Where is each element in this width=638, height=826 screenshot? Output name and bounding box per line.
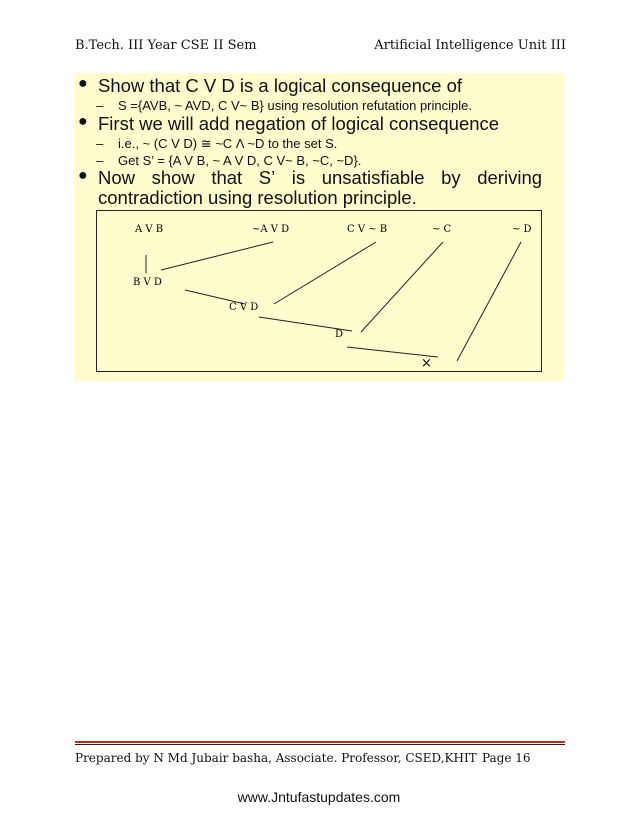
resolution-tree-svg: [97, 211, 543, 373]
footer-author: Prepared by N Md Jubair basha, Associate. Professor, CSED,KHIT: [75, 751, 477, 765]
footer-page-number: Page 16: [482, 751, 531, 765]
bullet-dot-icon: ●: [78, 167, 88, 184]
bullet-1-text: Show that C V D is a logical consequence of: [98, 75, 463, 96]
footer-website: www.Jntufastupdates.com: [237, 789, 401, 805]
word: deriving: [477, 167, 543, 188]
word: show: [151, 167, 195, 188]
bullet-2-sub-1-text: i.e., ~ (C V D) ≅ ~C Λ ~D to the set S.: [118, 136, 338, 151]
bullet-dot-icon: ●: [78, 75, 88, 92]
bullet-3-line-2-text: contradiction using resolution principle.: [98, 187, 417, 208]
word: unsatisfiable: [321, 167, 425, 188]
tree-node-nd: ~ D: [512, 224, 532, 235]
dash-icon: –: [96, 153, 104, 168]
resolution-tree: [96, 210, 542, 372]
tree-node-navd: ~A V D: [252, 224, 290, 235]
edge-nd-contradiction: [457, 242, 521, 361]
tree-node-avb: A V B: [135, 224, 164, 235]
word: Now: [98, 167, 136, 188]
edge-cvnb-cvd: [274, 242, 376, 304]
edge-navd-bvd: [161, 242, 273, 270]
bullet-2-text: First we will add negation of logical consequence: [98, 113, 500, 134]
footer-rule-dark: [75, 744, 565, 745]
bullet-3-line-1: [98, 167, 542, 189]
bullet-1-sub-1-text: S ={AVB, ~ AVD, C V~ B} using resolution refutation principle.: [118, 98, 472, 113]
word: by: [441, 167, 461, 188]
tree-node-cvd: C V D: [229, 302, 259, 313]
dash-icon: –: [96, 98, 104, 113]
word: that: [211, 167, 243, 188]
slide-panel: [74, 73, 564, 381]
word: is: [291, 167, 306, 188]
tree-node-nc: ~ C: [432, 224, 452, 235]
bullet-dot-icon: ●: [78, 113, 88, 130]
tree-node-bvd: B V D: [133, 277, 162, 288]
header-subject: Artificial Intelligence Unit III: [374, 38, 566, 53]
header-course: B.Tech. III Year CSE II Sem: [75, 38, 257, 53]
contradiction-icon: ×: [421, 356, 432, 371]
edge-nc-d: [361, 242, 443, 332]
word: S’: [258, 167, 276, 188]
tree-node-d: D: [335, 329, 344, 340]
footer-rule-red: [75, 741, 565, 743]
bullet-2-sub-2-text: Get S’ = {A V B, ~ A V D, C V~ B, ~C, ~D}.: [118, 153, 362, 168]
tree-node-cvnb: C V ~ B: [347, 224, 388, 235]
dash-icon: –: [96, 136, 104, 151]
